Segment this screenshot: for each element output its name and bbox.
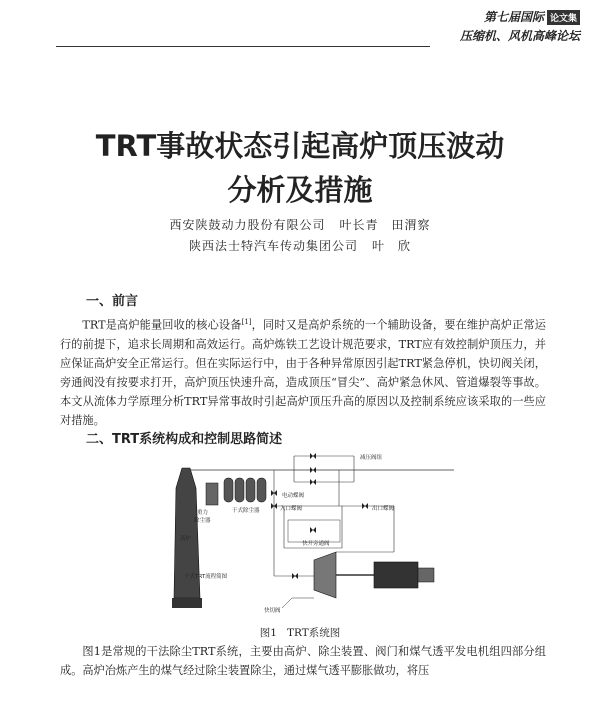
affiliation-1: 西安陕鼓动力股份有限公司 <box>169 218 326 232</box>
citation-ref: [1] <box>241 318 252 326</box>
conference-header <box>460 8 580 44</box>
trt-system-diagram <box>164 448 464 620</box>
label-quick-cut: 快切阀 <box>264 608 281 614</box>
affiliation-2: 陕西法士特汽车传动集团公司 <box>188 239 358 253</box>
label-dry-trt-line: 干式TRT流程简图 <box>184 574 228 580</box>
gravity-dust-catcher <box>206 483 218 505</box>
conference-badge: 论文集 <box>547 10 580 25</box>
label-gravity: 重力 <box>197 510 209 516</box>
label-outlet-valve: 出口蝶阀 <box>372 506 395 512</box>
label-pressure-group: 减压阀组 <box>360 455 383 461</box>
system-paragraph: 图1是常规的干法除尘TRT系统，主要由高炉、除尘装置、阀门和煤气透平发电机组四部分组成。高炉冶炼产生的煤气经过除尘装置除尘，通过煤气透平膨胀做功，将压 <box>60 645 546 677</box>
label-dust-catcher: 除尘器 <box>194 518 211 524</box>
figure-number: 图1 <box>259 627 277 639</box>
trt-system-figure <box>164 448 464 620</box>
generator-exciter <box>418 568 434 582</box>
header-rule <box>56 46 430 47</box>
figure-caption-text: TRT系统图 <box>286 627 341 639</box>
conference-name: 压缩机、风机高峰论坛 <box>459 29 580 43</box>
authors-2: 叶 欣 <box>372 239 412 253</box>
authors-1: 叶长青 田渭察 <box>339 218 431 232</box>
section-heading-intro: 一、前言 <box>86 294 139 309</box>
intro-text-a: TRT是高炉能量回收的核心设备 <box>82 318 242 332</box>
intro-paragraph <box>60 313 546 430</box>
paper-title <box>0 124 600 212</box>
generator <box>374 562 418 588</box>
figure-caption <box>0 625 600 640</box>
label-inlet-valve: 入口蝶阀 <box>280 506 303 512</box>
gas-turbine <box>314 552 336 598</box>
author-line-2 <box>0 236 600 257</box>
title-line-1: TRT事故状态引起高炉顶压波动 <box>95 129 505 163</box>
furnace-base <box>172 598 202 608</box>
section-heading-system: 二、TRT系统构成和控制思路简述 <box>86 432 283 447</box>
label-quick-bypass: 快开旁通阀 <box>302 541 330 547</box>
title-line-2: 分析及措施 <box>227 173 373 207</box>
conference-edition: 第七届国际 <box>483 10 544 24</box>
label-electric-butterfly: 电动蝶阀 <box>282 493 305 499</box>
intro-text-b: ，同时又是高炉系统的一个辅助设备，要在维护高炉正常运行的前提下，追求长周期和高效运行。高炉炼铁工艺设计规范要求，TRT应有效控制炉顶压力，并应保证高炉安全正常运行。但在实际运行中，由于各种异常原因引起TRT紧急停机，快切阀关闭，旁通阀没有按要求打开，高炉顶压快速升高，造成顶压“冒尖”、高炉紧急休风、管道爆裂等事故。本文从流体力学原理分析TRT异常事故时引起高炉顶压升高的原因以及控制系统应该采取的一些应对措施。 <box>60 318 546 427</box>
label-dry-dust: 干式除尘器 <box>232 508 260 514</box>
author-line-1 <box>0 215 600 236</box>
authors-block <box>0 215 600 257</box>
label-blast-furnace: 高炉 <box>180 536 192 542</box>
conference-line-1 <box>460 8 580 25</box>
